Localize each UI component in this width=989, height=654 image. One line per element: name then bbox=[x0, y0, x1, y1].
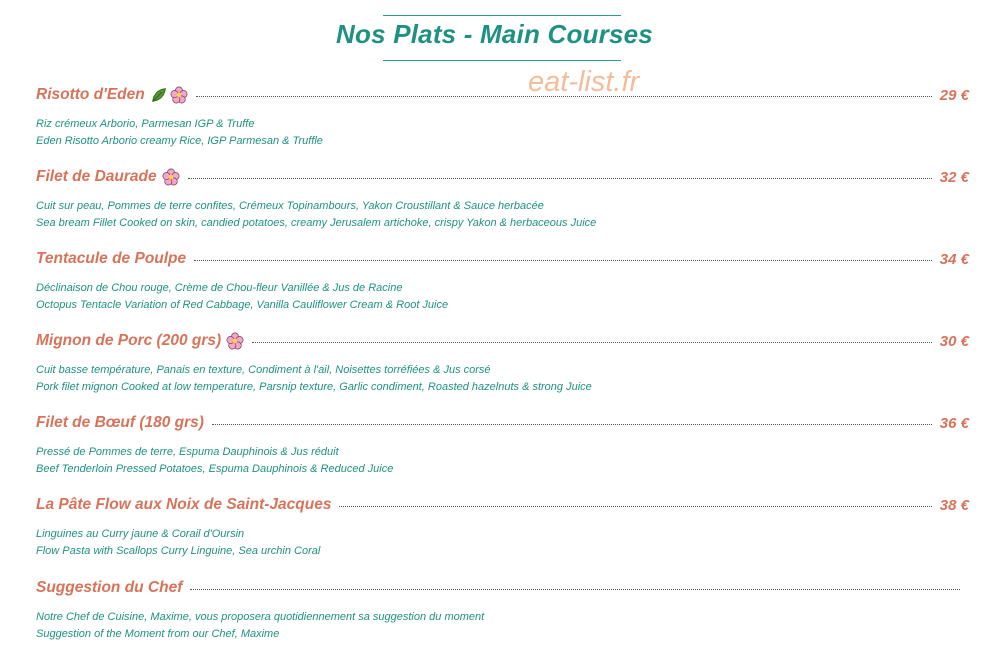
menu-item bbox=[36, 248, 969, 314]
menu-item-desc-fr: Cuit sur peau, Pommes de terre confites, Crémeux Topinambours, Yakon Croustillant & Sauce herbacée bbox=[36, 200, 544, 212]
menu-item-price: 29 € bbox=[939, 86, 969, 104]
dot-leader bbox=[339, 506, 931, 507]
menu-item-desc-fr: Riz crémeux Arborio, Parmesan IGP & Truffe bbox=[36, 118, 255, 130]
dot-leader bbox=[252, 342, 932, 343]
menu-item bbox=[36, 84, 969, 150]
menu-item bbox=[36, 577, 960, 643]
menu-item-name: La Pâte Flow aux Noix de Saint-Jacques bbox=[36, 496, 332, 513]
dot-leader bbox=[194, 260, 932, 261]
menu-item-desc-fr: Linguines au Curry jaune & Corail d'Oursin bbox=[36, 528, 245, 540]
menu-item-desc-en: Flow Pasta with Scallops Curry Linguine, Sea urchin Coral bbox=[36, 545, 321, 557]
dot-leader bbox=[188, 178, 932, 179]
menu-item-price: 38 € bbox=[939, 496, 969, 514]
menu-item-desc-en: Sea bream Fillet Cooked on skin, candied potatoes, creamy Jerusalem artichoke, crispy Yakon & herbaceous Juice bbox=[36, 217, 597, 229]
menu-item-name: Suggestion du Chef bbox=[36, 579, 183, 596]
menu-item-desc-fr: Déclinaison de Chou rouge, Crème de Chou-fleur Vanillée & Jus de Racine bbox=[36, 282, 403, 294]
menu-item-desc-en: Octopus Tentacle Variation of Red Cabbage, Vanilla Cauliflower Cream & Root Juice bbox=[36, 299, 449, 311]
menu-item-price: 30 € bbox=[939, 332, 969, 350]
flower-icon bbox=[226, 332, 244, 350]
flower-icon bbox=[162, 168, 180, 186]
dot-leader bbox=[196, 96, 932, 97]
menu-item bbox=[36, 412, 969, 478]
menu-item-desc-fr: Pressé de Pommes de terre, Espuma Dauphinois & Jus réduit bbox=[36, 446, 339, 458]
leaf-icon bbox=[150, 86, 168, 104]
menu-item-name: Tentacule de Poulpe bbox=[36, 250, 187, 267]
watermark: eat-list.fr bbox=[528, 66, 640, 98]
page-title: Nos Plats - Main Courses bbox=[336, 19, 653, 49]
menu-item-desc-en: Suggestion of the Moment from our Chef, Maxime bbox=[36, 628, 280, 640]
menu-item-price: 34 € bbox=[939, 250, 969, 268]
menu-item-desc-en: Eden Risotto Arborio creamy Rice, IGP Parmesan & Truffle bbox=[36, 135, 323, 147]
dot-leader bbox=[190, 589, 960, 590]
menu-item-price: 36 € bbox=[939, 414, 969, 432]
menu-item-name: Filet de Bœuf (180 grs) bbox=[36, 414, 204, 431]
menu-item bbox=[36, 330, 969, 396]
title-rule-bottom bbox=[383, 60, 621, 61]
dot-leader bbox=[212, 424, 932, 425]
menu-item-desc-en: Pork filet mignon Cooked at low temperature, Parsnip texture, Garlic condiment, Roasted hazelnuts & strong Juice bbox=[36, 381, 592, 393]
menu-item-price: 32 € bbox=[939, 168, 969, 186]
menu-item-name: Risotto d'Eden bbox=[36, 86, 145, 103]
title-rule-top bbox=[383, 15, 621, 16]
menu-item bbox=[36, 494, 969, 560]
menu-item-desc-fr: Cuit basse température, Panais en texture, Condiment à l'ail, Noisettes torréfiées & Jus corsé bbox=[36, 364, 491, 376]
flower-icon bbox=[170, 86, 188, 104]
menu-item-name: Mignon de Porc (200 grs) bbox=[36, 332, 222, 349]
menu-item-name: Filet de Daurade bbox=[36, 168, 157, 185]
menu-item-desc-en: Beef Tenderloin Pressed Potatoes, Espuma Dauphinois & Reduced Juice bbox=[36, 463, 394, 475]
menu-item bbox=[36, 166, 969, 232]
menu-item-desc-fr: Notre Chef de Cuisine, Maxime, vous proposera quotidiennement sa suggestion du moment bbox=[36, 611, 485, 623]
